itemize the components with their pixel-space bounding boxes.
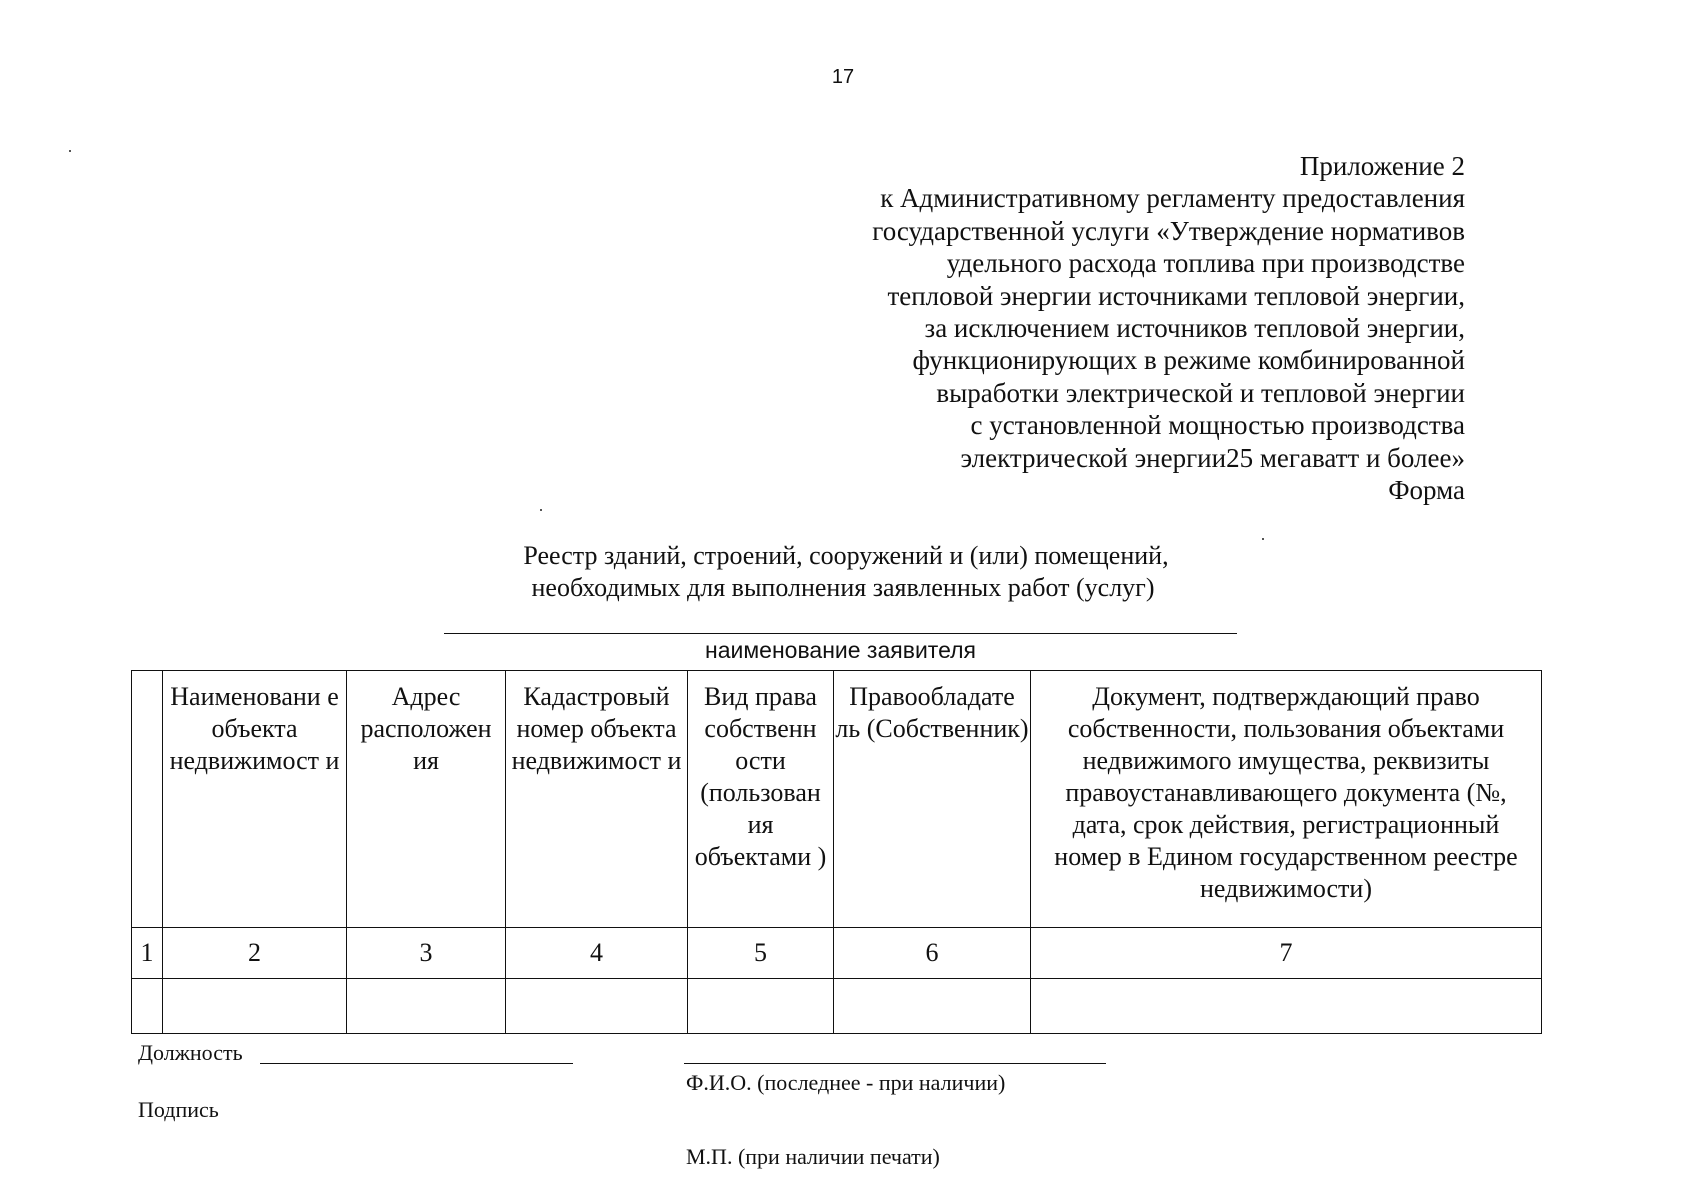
header-cell: Правообладате ль (Собственник) bbox=[834, 671, 1031, 928]
column-number: 6 bbox=[834, 928, 1031, 979]
column-number: 5 bbox=[688, 928, 834, 979]
table-number-row bbox=[132, 928, 1542, 979]
appendix-line: государственной услуги «Утверждение нормативов bbox=[872, 215, 1465, 246]
fio-line bbox=[684, 1063, 1106, 1064]
header-cell: Вид права собственн ости (пользован ия объектами ) bbox=[688, 671, 834, 928]
page-number: 17 bbox=[831, 66, 855, 88]
column-number: 3 bbox=[347, 928, 506, 979]
appendix-line: тепловой энергии источниками тепловой энергии, bbox=[887, 280, 1465, 311]
table-cell bbox=[688, 979, 834, 1034]
table-cell bbox=[506, 979, 688, 1034]
table-cell bbox=[1031, 979, 1542, 1034]
header-cell: Адрес расположен ия bbox=[347, 671, 506, 928]
appendix-line: Приложение 2 bbox=[1299, 151, 1465, 181]
header-cell bbox=[132, 671, 163, 928]
header-cell: Наименовани е объекта недвижимост и bbox=[163, 671, 347, 928]
registry-title bbox=[0, 540, 1686, 604]
position-line bbox=[260, 1063, 573, 1064]
applicant-name-line bbox=[444, 633, 1237, 634]
appendix-block bbox=[872, 150, 1465, 506]
registry-title-line: Реестр зданий, строений, сооружений и (или) помещений, bbox=[523, 541, 1169, 570]
column-number: 1 bbox=[132, 928, 163, 979]
registry-table bbox=[131, 670, 1542, 1034]
header-cell: Кадастровый номер объекта недвижимост и bbox=[506, 671, 688, 928]
table-cell bbox=[163, 979, 347, 1034]
column-number: 4 bbox=[506, 928, 688, 979]
signature-label: Подпись bbox=[138, 1097, 219, 1122]
table-cell bbox=[132, 979, 163, 1034]
scan-speck bbox=[540, 509, 542, 511]
position-label: Должность bbox=[138, 1040, 243, 1065]
table-cell bbox=[347, 979, 506, 1034]
column-number: 7 bbox=[1031, 928, 1542, 979]
form-label: Форма bbox=[1388, 475, 1465, 506]
header-cell: Документ, подтверждающий право собственности, пользования объектами недвижимого имущества, реквизиты правоустанавливающего документа (№, дата, срок действия, регистрационный номер в Едином государственном реестре недвижимости) bbox=[1031, 671, 1542, 928]
appendix-line: функционирующих в режиме комбинированной bbox=[912, 345, 1465, 376]
appendix-line: удельного расхода топлива при производстве bbox=[946, 248, 1465, 279]
stamp-label: М.П. (при наличии печати) bbox=[686, 1144, 940, 1169]
scan-speck bbox=[69, 150, 71, 152]
applicant-name-label: наименование заявителя bbox=[705, 637, 976, 663]
appendix-line: электрической энергии25 мегаватт и более» bbox=[960, 442, 1465, 473]
table-header-row bbox=[132, 671, 1542, 928]
table-cell bbox=[834, 979, 1031, 1034]
scan-speck bbox=[1262, 538, 1264, 540]
fio-label: Ф.И.О. (последнее - при наличии) bbox=[686, 1070, 1006, 1095]
appendix-line: к Административному регламенту предоставления bbox=[880, 183, 1465, 214]
appendix-line: выработки электрической и тепловой энергии bbox=[936, 377, 1465, 408]
appendix-line: за исключением источников тепловой энергии, bbox=[924, 313, 1465, 344]
appendix-line: с установленной мощностью производства bbox=[970, 410, 1465, 441]
registry-title-line: необходимых для выполнения заявленных работ (услуг) bbox=[531, 573, 1155, 602]
table-row bbox=[132, 979, 1542, 1034]
column-number: 2 bbox=[163, 928, 347, 979]
